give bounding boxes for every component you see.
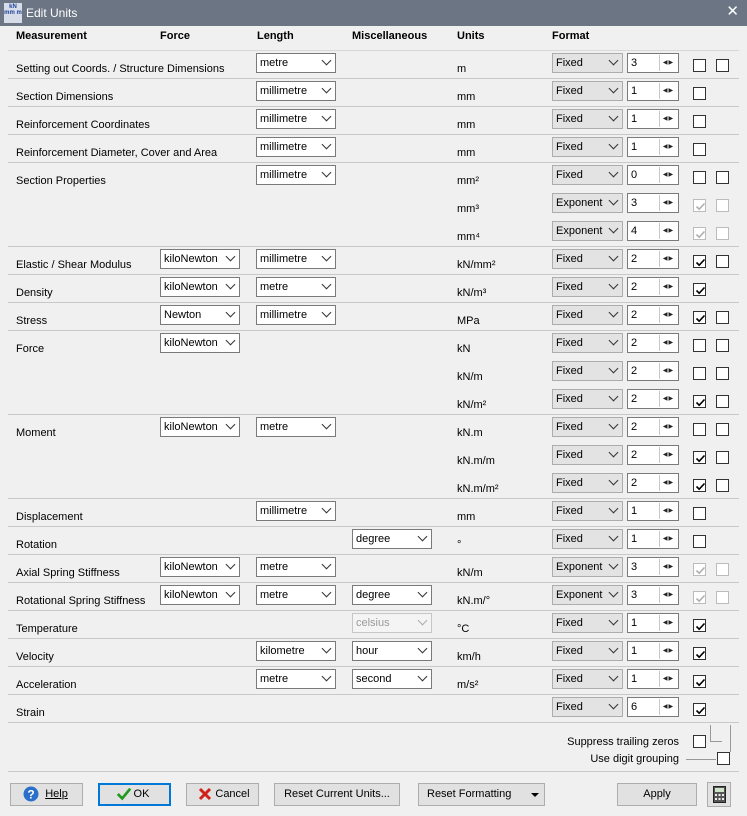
measurement-label: Displacement — [16, 511, 83, 523]
unit-label: kN — [457, 343, 471, 355]
digits-spinner[interactable]: 3 ◀▶ — [627, 193, 679, 213]
digits-spinner[interactable]: 3 ◀▶ — [627, 585, 679, 605]
chevron-down-icon — [418, 532, 428, 542]
use-digit-grouping-label: Use digit grouping — [590, 753, 679, 765]
spinner-arrows-icon[interactable]: ◀▶ — [659, 615, 677, 631]
length-select[interactable]: metre — [256, 53, 336, 73]
measurement-label: Section Dimensions — [16, 91, 114, 103]
option-checkbox[interactable] — [693, 255, 706, 268]
chevron-down-icon — [226, 252, 236, 262]
format-select[interactable]: Fixed — [552, 417, 623, 437]
grouping-checkbox[interactable] — [716, 479, 729, 492]
help-icon — [23, 786, 39, 802]
cancel-button[interactable]: Cancel — [186, 783, 259, 806]
table-end-divider — [8, 722, 739, 723]
digits-spinner[interactable]: 1 ◀▶ — [627, 81, 679, 101]
option-checkbox — [693, 199, 706, 212]
digits-spinner[interactable]: 1 ◀▶ — [627, 501, 679, 521]
unit-label: kN/m³ — [457, 287, 487, 299]
format-select[interactable]: Fixed — [552, 501, 623, 521]
option-checkbox[interactable] — [693, 143, 706, 156]
unit-label: kN.m/° — [457, 595, 491, 607]
option-checkbox[interactable] — [693, 283, 706, 296]
table-row — [8, 638, 739, 666]
option-checkbox[interactable] — [693, 395, 706, 408]
apply-button[interactable]: Apply — [617, 783, 697, 806]
spinner-arrows-icon[interactable]: ◀▶ — [659, 195, 677, 211]
chevron-down-icon — [418, 672, 428, 682]
close-icon[interactable]: ✕ — [726, 3, 739, 20]
format-select[interactable]: Fixed — [552, 249, 623, 269]
spinner-arrows-icon[interactable]: ◀▶ — [659, 167, 677, 183]
digits-spinner[interactable]: 3 ◀▶ — [627, 557, 679, 577]
spinner-arrows-icon[interactable]: ◀▶ — [659, 279, 677, 295]
measurement-label: Axial Spring Stiffness — [16, 567, 120, 579]
table-row — [8, 330, 739, 414]
suppress-trailing-zeros-checkbox[interactable] — [693, 735, 706, 748]
format-select[interactable]: Fixed — [552, 697, 623, 717]
option-checkbox[interactable] — [693, 479, 706, 492]
grouping-checkbox[interactable] — [716, 423, 729, 436]
length-select[interactable]: millimetre — [256, 81, 336, 101]
format-options — [0, 725, 747, 770]
unit-label: kN/m² — [457, 399, 487, 411]
table-row — [8, 554, 739, 582]
option-checkbox[interactable] — [693, 367, 706, 380]
use-digit-grouping-checkbox[interactable] — [717, 752, 730, 765]
unit-label: °C — [457, 623, 470, 635]
chevron-down-icon — [322, 140, 332, 150]
table-row — [8, 78, 739, 106]
spinner-arrows-icon[interactable]: ◀▶ — [659, 251, 677, 267]
connector-line — [710, 741, 722, 742]
chevron-down-icon — [322, 280, 332, 290]
unit-label: mm³ — [457, 203, 479, 215]
table-row — [8, 610, 739, 638]
spinner-arrows-icon[interactable]: ◀▶ — [659, 671, 677, 687]
format-select[interactable]: Exponent — [552, 585, 623, 605]
spinner-arrows-icon[interactable]: ◀▶ — [659, 307, 677, 323]
length-select[interactable]: metre — [256, 669, 336, 689]
grouping-checkbox[interactable] — [716, 311, 729, 324]
header-units: Units — [457, 30, 485, 42]
table-row — [8, 134, 739, 162]
calculator-button[interactable] — [707, 782, 731, 807]
measurement-label: Moment — [16, 427, 56, 439]
unit-label: kN.m/m — [457, 455, 495, 467]
format-select[interactable]: Fixed — [552, 333, 623, 353]
digits-spinner[interactable]: 0 ◀▶ — [627, 165, 679, 185]
spinner-arrows-icon[interactable]: ◀▶ — [659, 503, 677, 519]
force-select[interactable]: kiloNewton — [160, 277, 240, 297]
format-select[interactable]: Fixed — [552, 529, 623, 549]
header-length: Length — [257, 30, 294, 42]
length-select[interactable]: metre — [256, 417, 336, 437]
option-checkbox[interactable] — [693, 171, 706, 184]
measurement-label: Force — [16, 343, 45, 355]
grouping-checkbox — [716, 563, 729, 576]
chevron-down-icon — [609, 168, 619, 178]
chevron-down-icon — [322, 308, 332, 318]
table-row — [8, 526, 739, 554]
chevron-down-icon — [609, 532, 619, 542]
unit-label: mm — [457, 119, 476, 131]
unit-label: kN/m — [457, 567, 483, 579]
connector-line — [710, 725, 711, 741]
measurement-label: Section Properties — [16, 175, 106, 187]
chevron-down-icon — [322, 84, 332, 94]
chevron-down-icon — [609, 56, 619, 66]
chevron-down-icon — [226, 560, 236, 570]
digits-spinner[interactable]: 2 ◀▶ — [627, 445, 679, 465]
misc-select[interactable]: degree — [352, 585, 432, 605]
digits-spinner[interactable]: 2 ◀▶ — [627, 389, 679, 409]
help-button[interactable]: ? Help — [10, 783, 83, 806]
spinner-arrows-icon[interactable]: ◀▶ — [659, 83, 677, 99]
chevron-down-icon — [609, 336, 619, 346]
header-format: Format — [552, 30, 590, 42]
option-checkbox[interactable] — [693, 451, 706, 464]
chevron-down-icon — [322, 504, 332, 514]
digits-spinner[interactable]: 1 ◀▶ — [627, 641, 679, 661]
length-select[interactable]: metre — [256, 277, 336, 297]
option-checkbox[interactable] — [693, 59, 706, 72]
option-checkbox[interactable] — [693, 507, 706, 520]
digits-spinner[interactable]: 2 ◀▶ — [627, 417, 679, 437]
force-select[interactable]: kiloNewton — [160, 557, 240, 577]
spinner-arrows-icon[interactable]: ◀▶ — [659, 363, 677, 379]
format-select[interactable]: Fixed — [552, 445, 623, 465]
table-row — [8, 582, 739, 610]
spinner-arrows-icon[interactable]: ◀▶ — [659, 391, 677, 407]
format-select[interactable]: Fixed — [552, 109, 623, 129]
unit-label: m/s² — [457, 679, 479, 691]
digits-spinner[interactable]: 6 ◀▶ — [627, 697, 679, 717]
reset-current-units-button[interactable]: Reset Current Units... — [274, 783, 400, 806]
measurement-label: Rotational Spring Stiffness — [16, 595, 146, 607]
option-checkbox[interactable] — [693, 423, 706, 436]
grouping-checkbox[interactable] — [716, 255, 729, 268]
chevron-down-icon — [226, 588, 236, 598]
chevron-down-icon — [609, 588, 619, 598]
chevron-down-icon — [609, 224, 619, 234]
measurement-label: Density — [16, 287, 53, 299]
format-select[interactable]: Fixed — [552, 613, 623, 633]
option-checkbox — [693, 591, 706, 604]
chevron-down-icon — [609, 560, 619, 570]
measurement-label: Elastic / Shear Modulus — [16, 259, 132, 271]
option-checkbox[interactable] — [693, 675, 706, 688]
chevron-down-icon — [609, 252, 619, 262]
length-select[interactable]: metre — [256, 585, 336, 605]
suppress-trailing-zeros-label: Suppress trailing zeros — [567, 736, 679, 748]
connector-line — [686, 759, 716, 760]
digits-spinner[interactable]: 2 ◀▶ — [627, 361, 679, 381]
format-select[interactable]: Fixed — [552, 165, 623, 185]
chevron-down-icon — [418, 644, 428, 654]
misc-select[interactable]: degree — [352, 529, 432, 549]
chevron-down-icon — [609, 700, 619, 710]
format-select[interactable]: Exponent — [552, 557, 623, 577]
spinner-arrows-icon[interactable]: ◀▶ — [659, 447, 677, 463]
digits-spinner[interactable]: 1 ◀▶ — [627, 613, 679, 633]
chevron-down-icon — [322, 644, 332, 654]
grouping-checkbox[interactable] — [716, 339, 729, 352]
grouping-checkbox — [716, 199, 729, 212]
header-force: Force — [160, 30, 190, 42]
chevron-down-icon — [226, 308, 236, 318]
grouping-checkbox — [716, 227, 729, 240]
measurement-label: Temperature — [16, 623, 78, 635]
format-select[interactable]: Fixed — [552, 81, 623, 101]
option-checkbox[interactable] — [693, 619, 706, 632]
chevron-down-icon — [322, 588, 332, 598]
chevron-down-icon — [609, 196, 619, 206]
option-checkbox[interactable] — [693, 115, 706, 128]
measurement-label: Reinforcement Diameter, Cover and Area — [16, 147, 218, 159]
digits-spinner[interactable]: 1 ◀▶ — [627, 529, 679, 549]
unit-label: kN/mm² — [457, 259, 496, 271]
table-row — [8, 694, 739, 722]
format-select[interactable]: Fixed — [552, 473, 623, 493]
app-icon: kN mm m — [4, 3, 22, 23]
format-select[interactable]: Fixed — [552, 361, 623, 381]
chevron-down-icon — [609, 84, 619, 94]
length-select[interactable]: millimetre — [256, 501, 336, 521]
spinner-arrows-icon[interactable]: ◀▶ — [659, 419, 677, 435]
digits-spinner[interactable]: 4 ◀▶ — [627, 221, 679, 241]
force-select[interactable]: kiloNewton — [160, 333, 240, 353]
digits-spinner[interactable]: 2 ◀▶ — [627, 305, 679, 325]
dropdown-arrow-icon — [531, 793, 539, 797]
table-row — [8, 274, 739, 302]
table-row — [8, 414, 739, 498]
format-select[interactable]: Fixed — [552, 137, 623, 157]
chevron-down-icon — [609, 448, 619, 458]
chevron-down-icon — [418, 588, 428, 598]
spinner-arrows-icon[interactable]: ◀▶ — [659, 139, 677, 155]
digits-spinner[interactable]: 1 ◀▶ — [627, 137, 679, 157]
chevron-down-icon — [322, 168, 332, 178]
table-row — [8, 162, 739, 246]
column-headers — [0, 30, 747, 46]
table-row — [8, 50, 739, 78]
chevron-down-icon — [418, 616, 428, 626]
chevron-down-icon — [609, 672, 619, 682]
chevron-down-icon — [226, 420, 236, 430]
measurement-label: Stress — [16, 315, 48, 327]
chevron-down-icon — [609, 364, 619, 374]
unit-label: mm — [457, 147, 476, 159]
unit-label: kN.m — [457, 427, 483, 439]
measurement-label: Acceleration — [16, 679, 77, 691]
chevron-down-icon — [609, 504, 619, 514]
grouping-checkbox[interactable] — [716, 395, 729, 408]
spinner-arrows-icon[interactable]: ◀▶ — [659, 335, 677, 351]
unit-label: mm⁴ — [457, 231, 481, 243]
format-select[interactable]: Exponent — [552, 193, 623, 213]
format-select[interactable]: Fixed — [552, 641, 623, 661]
option-checkbox[interactable] — [693, 87, 706, 100]
chevron-down-icon — [226, 336, 236, 346]
length-select[interactable]: metre — [256, 557, 336, 577]
digits-spinner[interactable]: 1 ◀▶ — [627, 669, 679, 689]
spinner-arrows-icon[interactable]: ◀▶ — [659, 587, 677, 603]
chevron-down-icon — [609, 616, 619, 626]
grouping-checkbox — [716, 591, 729, 604]
option-checkbox[interactable] — [693, 311, 706, 324]
digits-spinner[interactable]: 1 ◀▶ — [627, 109, 679, 129]
misc-select[interactable]: hour — [352, 641, 432, 661]
format-select[interactable]: Fixed — [552, 53, 623, 73]
unit-label: mm — [457, 511, 476, 523]
force-select[interactable]: kiloNewton — [160, 417, 240, 437]
option-checkbox — [693, 227, 706, 240]
checkmark-icon — [116, 786, 132, 802]
title-bar — [0, 0, 747, 26]
table-row — [8, 302, 739, 330]
option-checkbox[interactable] — [693, 339, 706, 352]
force-select[interactable]: kiloNewton — [160, 585, 240, 605]
spinner-arrows-icon[interactable]: ◀▶ — [659, 475, 677, 491]
length-select[interactable]: millimetre — [256, 165, 336, 185]
misc-select: celsius — [352, 613, 432, 633]
misc-select[interactable]: second — [352, 669, 432, 689]
chevron-down-icon — [322, 112, 332, 122]
format-select[interactable]: Fixed — [552, 305, 623, 325]
digits-spinner[interactable]: 2 ◀▶ — [627, 473, 679, 493]
table-row — [8, 666, 739, 694]
chevron-down-icon — [609, 280, 619, 290]
spinner-arrows-icon[interactable]: ◀▶ — [659, 55, 677, 71]
spinner-arrows-icon[interactable]: ◀▶ — [659, 223, 677, 239]
spinner-arrows-icon[interactable]: ◀▶ — [659, 531, 677, 547]
chevron-down-icon — [322, 56, 332, 66]
format-select[interactable]: Fixed — [552, 277, 623, 297]
unit-label: ° — [457, 539, 462, 551]
chevron-down-icon — [609, 476, 619, 486]
header-measurement: Measurement — [16, 30, 87, 42]
force-select[interactable]: Newton — [160, 305, 240, 325]
reset-formatting-button[interactable]: Reset Formatting — [418, 783, 545, 806]
spinner-arrows-icon[interactable]: ◀▶ — [659, 559, 677, 575]
grouping-checkbox[interactable] — [716, 59, 729, 72]
grouping-checkbox[interactable] — [716, 171, 729, 184]
digits-spinner[interactable]: 2 ◀▶ — [627, 277, 679, 297]
unit-label: m — [457, 63, 467, 75]
length-select[interactable]: millimetre — [256, 137, 336, 157]
chevron-down-icon — [609, 308, 619, 318]
format-select[interactable]: Fixed — [552, 669, 623, 689]
chevron-down-icon — [322, 252, 332, 262]
measurement-label: Velocity — [16, 651, 54, 663]
chevron-down-icon — [226, 280, 236, 290]
measurement-label: Strain — [16, 707, 45, 719]
unit-label: km/h — [457, 651, 481, 663]
format-select[interactable]: Exponent — [552, 221, 623, 241]
spinner-arrows-icon[interactable]: ◀▶ — [659, 699, 677, 715]
table-row — [8, 246, 739, 274]
option-checkbox[interactable] — [693, 647, 706, 660]
spinner-arrows-icon[interactable]: ◀▶ — [659, 643, 677, 659]
chevron-down-icon — [609, 392, 619, 402]
unit-label: mm — [457, 91, 476, 103]
chevron-down-icon — [322, 560, 332, 570]
connector-line — [730, 725, 731, 752]
force-select[interactable]: kiloNewton — [160, 249, 240, 269]
option-checkbox[interactable] — [693, 535, 706, 548]
unit-label: kN.m/m² — [457, 483, 499, 495]
table-row — [8, 498, 739, 526]
measurement-label: Rotation — [16, 539, 57, 551]
digits-spinner[interactable]: 2 ◀▶ — [627, 333, 679, 353]
length-select[interactable]: millimetre — [256, 109, 336, 129]
calculator-icon — [713, 786, 726, 803]
format-select[interactable]: Fixed — [552, 389, 623, 409]
window-title: Edit Units — [26, 6, 78, 20]
grouping-checkbox[interactable] — [716, 451, 729, 464]
chevron-down-icon — [609, 112, 619, 122]
chevron-down-icon — [609, 420, 619, 430]
unit-label: mm² — [457, 175, 479, 187]
length-select[interactable]: kilometre — [256, 641, 336, 661]
option-checkbox[interactable] — [693, 703, 706, 716]
unit-label: MPa — [457, 315, 480, 327]
measurement-label: Setting out Coords. / Structure Dimensions — [16, 63, 225, 75]
ok-button[interactable]: OK — [98, 783, 171, 806]
chevron-down-icon — [609, 644, 619, 654]
table-row — [8, 106, 739, 134]
chevron-down-icon — [322, 672, 332, 682]
length-select[interactable]: millimetre — [256, 305, 336, 325]
svg-text:?: ? — [27, 787, 35, 802]
measurement-label: Reinforcement Coordinates — [16, 119, 150, 131]
length-select[interactable]: millimetre — [256, 249, 336, 269]
spinner-arrows-icon[interactable]: ◀▶ — [659, 111, 677, 127]
chevron-down-icon — [322, 420, 332, 430]
digits-spinner[interactable]: 2 ◀▶ — [627, 249, 679, 269]
digits-spinner[interactable]: 3 ◀▶ — [627, 53, 679, 73]
option-checkbox — [693, 563, 706, 576]
unit-label: kN/m — [457, 371, 483, 383]
footer-divider — [8, 771, 739, 772]
header-misc: Miscellaneous — [352, 30, 428, 42]
grouping-checkbox[interactable] — [716, 367, 729, 380]
chevron-down-icon — [609, 140, 619, 150]
cancel-x-icon — [197, 786, 213, 802]
